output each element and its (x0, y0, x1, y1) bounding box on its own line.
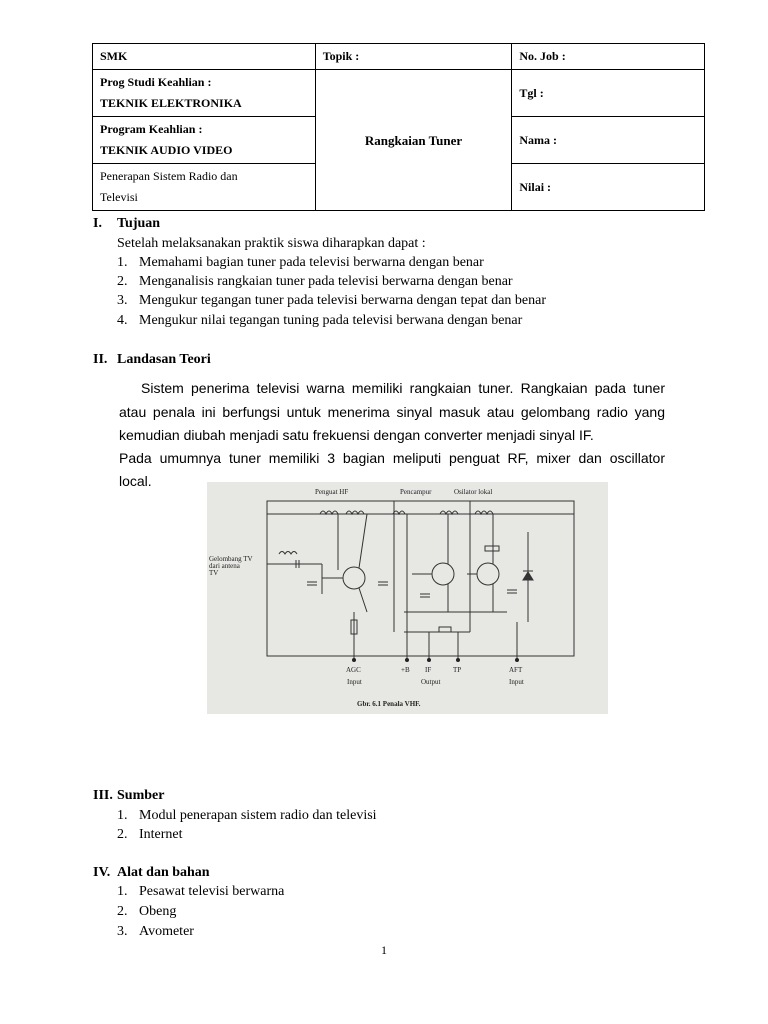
page-number: 1 (381, 943, 387, 957)
section-sumber-heading (93, 788, 164, 804)
list-item: 2. Obeng (117, 904, 177, 919)
section-number: I. (93, 216, 102, 231)
figure-label: AFT (509, 666, 523, 674)
header-nilai: Nilai : (512, 164, 705, 211)
section-title: Sumber (117, 788, 165, 803)
figure-label: IF (425, 666, 432, 674)
program-value: TEKNIK AUDIO VIDEO (100, 143, 233, 157)
header-topik: Topik : (315, 44, 512, 70)
penerapan-line1: Penerapan Sistem Radio dan (100, 169, 238, 183)
list-item: 2. Internet (117, 827, 183, 842)
figure-label: Input (509, 678, 524, 686)
program-label: Program Keahlian : (100, 122, 203, 136)
list-item: 1. Modul penerapan sistem radio dan televisi (117, 808, 377, 823)
header-program (93, 117, 316, 164)
figure-label: Pencampur (400, 488, 432, 496)
list-item: 1. Memahami bagian tuner pada televisi berwarna dengan benar (117, 255, 484, 270)
section-alat-heading (93, 865, 210, 881)
figure-label: TP (453, 666, 462, 674)
list-item: 1. Pesawat televisi berwarna (117, 884, 285, 899)
figure-caption: Gbr. 6.1 Penala VHF. (357, 700, 421, 708)
penerapan-line2: Televisi (100, 190, 138, 204)
tujuan-intro: Setelah melaksanakan praktik siswa diharapkan dapat : (117, 236, 426, 251)
rf-transistor (343, 567, 365, 589)
section-title: Tujuan (117, 216, 161, 231)
section-number: III. (93, 788, 113, 803)
header-prog-studi (93, 70, 316, 117)
prog-studi-value: TEKNIK ELEKTRONIKA (100, 96, 242, 110)
section-tujuan-heading (93, 216, 160, 232)
figure-label: dari antena (209, 562, 240, 570)
section-title: Alat dan bahan (117, 865, 210, 880)
diode (523, 572, 533, 580)
figure-label: Output (421, 678, 441, 686)
section-number: II. (93, 352, 108, 367)
circuit-diagram (207, 482, 608, 714)
header-no-job: No. Job : (512, 44, 705, 70)
figure-label: AGC (346, 666, 361, 674)
section-title: Landasan Teori (117, 352, 211, 367)
list-item: 2. Menganalisis rangkaian tuner pada televisi berwarna dengan benar (117, 274, 513, 289)
figure-label: +B (401, 666, 410, 674)
section-landasan-heading (93, 352, 211, 368)
tuner-circuit-figure (207, 482, 608, 714)
mixer-transistor (432, 563, 454, 585)
prog-studi-label: Prog Studi Keahlian : (100, 75, 212, 89)
list-item: 3. Mengukur tegangan tuner pada televisi berwarna dengan tepat dan benar (117, 293, 546, 308)
list-item: 3. Avometer (117, 924, 194, 939)
paragraph-tuner-parts-end: local. (119, 473, 152, 489)
header-table (92, 43, 705, 211)
figure-label: Osilator lokal (454, 488, 493, 496)
figure-label: Input (347, 678, 362, 686)
header-nama: Nama : (512, 117, 705, 164)
header-penerapan (93, 164, 316, 211)
header-tgl: Tgl : (512, 70, 705, 117)
figure-label: TV (209, 569, 219, 577)
paragraph-tuner-parts: Pada umumnya tuner memiliki 3 bagian meliputi penguat RF, mixer dan oscillator (119, 450, 665, 466)
list-item: 4. Mengukur nilai tegangan tuning pada televisi berwana dengan benar (117, 313, 523, 328)
paragraph-theory: Sistem penerima televisi warna memiliki rangkaian tuner. Rangkaian pada tuner atau penala ini berfungsi untuk menerima sinyal masuk atau gelombang radio yang kemudian diubah menjadi satu frekuensi dengan converter menjadi sinyal IF. (119, 380, 665, 444)
header-topic-title: Rangkaian Tuner (315, 70, 512, 211)
oscillator-transistor (477, 563, 499, 585)
header-smk: SMK (93, 44, 316, 70)
figure-label: Gelombang TV (209, 555, 253, 563)
figure-label: Penguat HF (315, 488, 349, 496)
section-number: IV. (93, 865, 111, 880)
